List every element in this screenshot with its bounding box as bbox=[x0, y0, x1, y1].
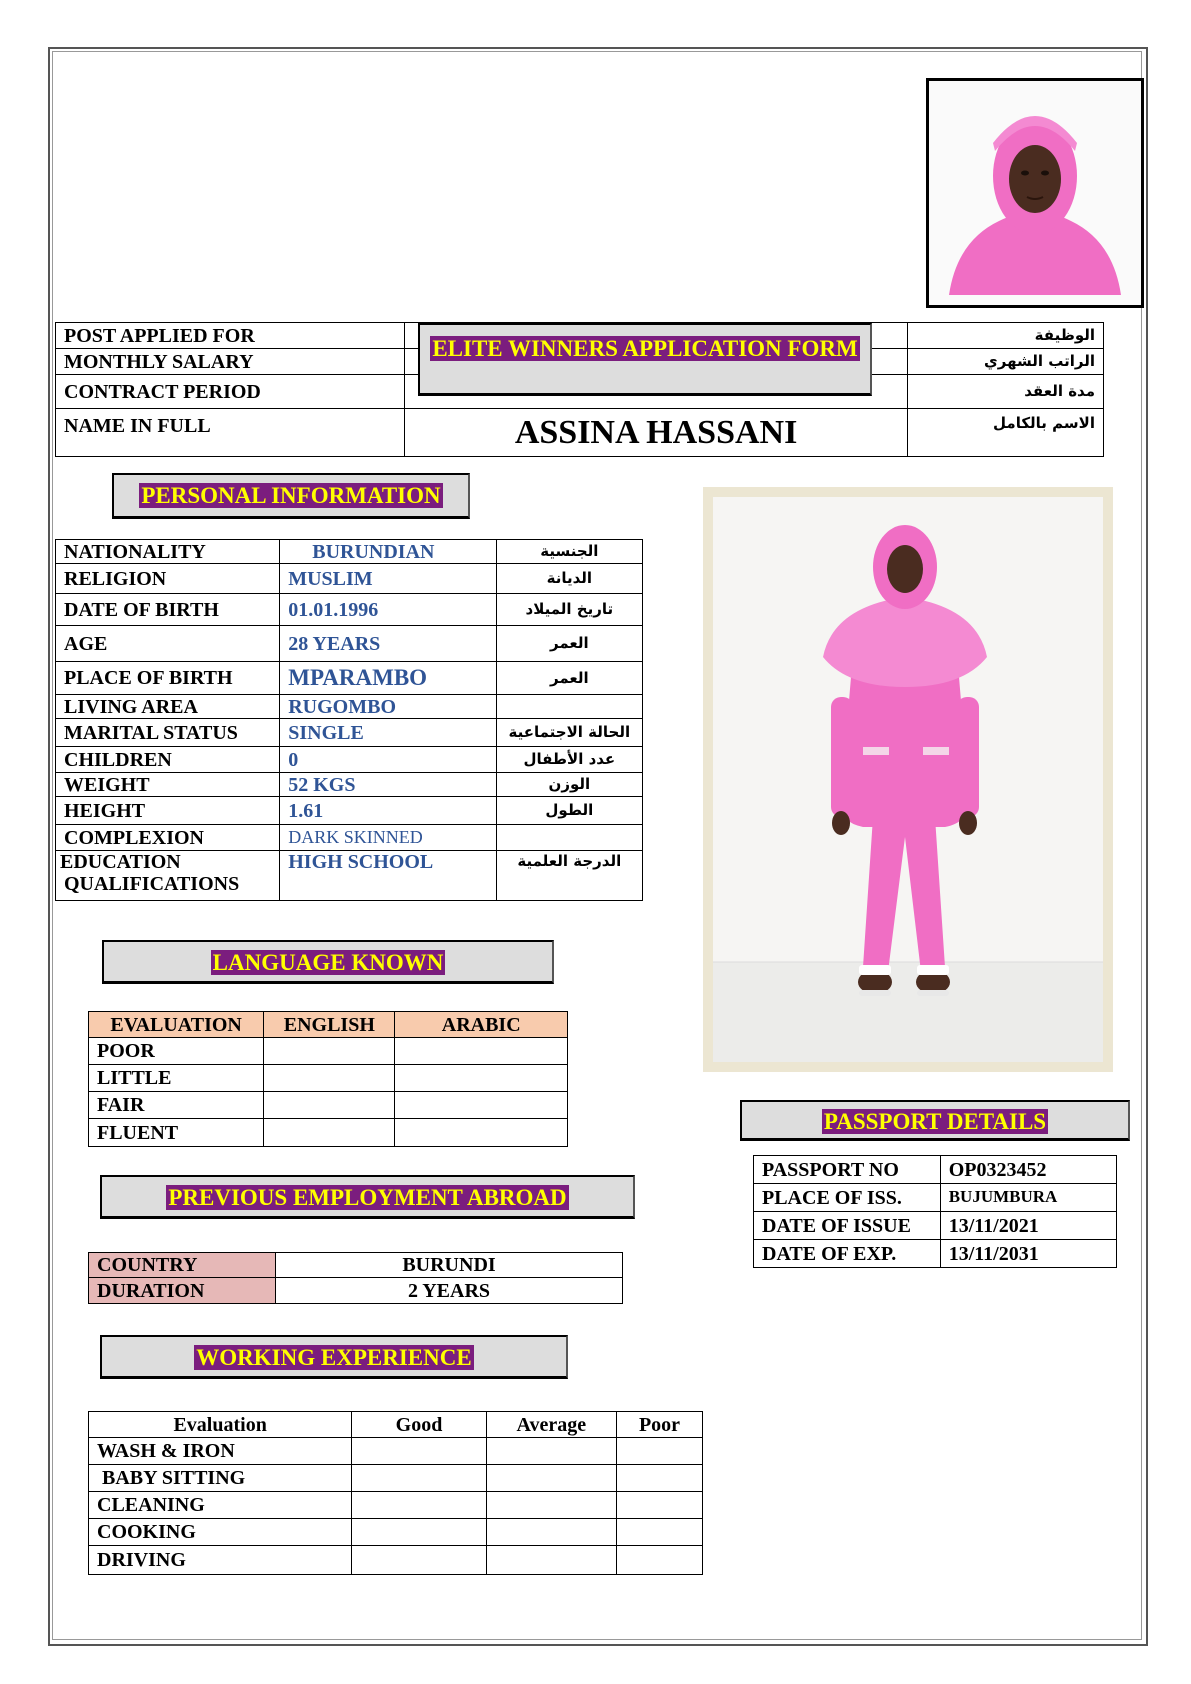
table-row bbox=[89, 1092, 568, 1119]
table-row bbox=[56, 747, 643, 773]
table-row bbox=[89, 1278, 623, 1304]
education-label: EDUCATION bbox=[60, 851, 181, 873]
table-row bbox=[89, 1065, 568, 1092]
table-row bbox=[56, 695, 643, 719]
row-value: OP0323452 bbox=[940, 1156, 1116, 1184]
row-label: DATE OF EXP. bbox=[754, 1240, 941, 1268]
row-value: 01.01.1996 bbox=[280, 594, 496, 626]
passport-heading: PASSPORT DETAILS bbox=[823, 1109, 1047, 1134]
row-arabic: تاريخ الميلاد bbox=[496, 594, 642, 626]
table-row bbox=[56, 797, 643, 825]
label-salary: MONTHLY SALARY bbox=[56, 349, 405, 375]
row-label bbox=[56, 851, 280, 901]
table-row bbox=[56, 662, 643, 695]
table-header-row bbox=[89, 1012, 568, 1038]
col-good: Good bbox=[352, 1412, 486, 1438]
row-label: WEIGHT bbox=[56, 773, 280, 797]
row-label: POOR bbox=[89, 1038, 264, 1065]
table-row bbox=[89, 1438, 703, 1465]
row-arabic: عدد الأطفال bbox=[496, 747, 642, 773]
arabic-contract: مدة العقد bbox=[907, 375, 1103, 409]
table-row bbox=[89, 1492, 703, 1519]
row-value: 13/11/2031 bbox=[940, 1240, 1116, 1268]
personal-heading-box bbox=[112, 473, 470, 519]
table-row bbox=[754, 1212, 1117, 1240]
row-arabic: العمر bbox=[496, 662, 642, 695]
language-heading: LANGUAGE KNOWN bbox=[212, 950, 444, 975]
table-row bbox=[56, 825, 643, 851]
row-label: BABY SITTING bbox=[89, 1465, 352, 1492]
language-heading-box bbox=[102, 940, 554, 984]
portrait-image bbox=[929, 81, 1141, 305]
arabic-salary: الراتب الشهري bbox=[907, 349, 1103, 375]
row-label: DATE OF BIRTH bbox=[56, 594, 280, 626]
row-value: 1.61 bbox=[280, 797, 496, 825]
full-body-photo bbox=[703, 487, 1113, 1072]
row-value: SINGLE bbox=[280, 719, 496, 747]
table-row bbox=[56, 594, 643, 626]
row-value: 28 YEARS bbox=[280, 626, 496, 662]
row-arabic: الحالة الاجتماعية bbox=[496, 719, 642, 747]
table-row bbox=[754, 1156, 1117, 1184]
row-arabic: الجنسية bbox=[496, 540, 642, 564]
full-name: ASSINA HASSANI bbox=[405, 409, 908, 457]
row-arabic: العمر bbox=[496, 626, 642, 662]
table-header-row bbox=[89, 1412, 703, 1438]
table-row bbox=[56, 719, 643, 747]
passport-photo bbox=[926, 78, 1144, 308]
row-value: MUSLIM bbox=[280, 564, 496, 594]
language-table bbox=[88, 1011, 568, 1147]
row-arabic: الديانة bbox=[496, 564, 642, 594]
col-arabic: ARABIC bbox=[395, 1012, 568, 1038]
prev-employment-heading: PREVIOUS EMPLOYMENT ABROAD bbox=[168, 1185, 567, 1210]
personal-heading: PERSONAL INFORMATION bbox=[141, 483, 441, 508]
row-label: DATE OF ISSUE bbox=[754, 1212, 941, 1240]
row-label: HEIGHT bbox=[56, 797, 280, 825]
col-poor: Poor bbox=[617, 1412, 703, 1438]
arabic-name: الاسم بالكامل bbox=[907, 409, 1103, 457]
table-row bbox=[56, 540, 643, 564]
row-value: 13/11/2021 bbox=[940, 1212, 1116, 1240]
table-row bbox=[56, 773, 643, 797]
form-title-box bbox=[418, 323, 872, 396]
table-row bbox=[754, 1240, 1117, 1268]
table-row bbox=[89, 1119, 568, 1147]
working-exp-heading: WORKING EXPERIENCE bbox=[196, 1345, 472, 1370]
row-label: COUNTRY bbox=[89, 1253, 276, 1278]
row-value: DARK SKINNED bbox=[280, 825, 496, 851]
label-post: POST APPLIED FOR bbox=[56, 323, 405, 349]
row-value: 52 KGS bbox=[280, 773, 496, 797]
row-label: PLACE OF BIRTH bbox=[56, 662, 280, 695]
row-arabic bbox=[496, 825, 642, 851]
row-label: LIVING AREA bbox=[56, 695, 280, 719]
row-value: MPARAMBO bbox=[280, 662, 496, 695]
table-row bbox=[89, 1038, 568, 1065]
full-body-image bbox=[713, 497, 1103, 1062]
row-label: LITTLE bbox=[89, 1065, 264, 1092]
row-label: NATIONALITY bbox=[56, 540, 280, 564]
arabic-post: الوظيفة bbox=[907, 323, 1103, 349]
row-arabic bbox=[496, 695, 642, 719]
row-label: COMPLEXION bbox=[56, 825, 280, 851]
row-value: 0 bbox=[280, 747, 496, 773]
prev-employment-table bbox=[88, 1252, 623, 1304]
table-row bbox=[89, 1546, 703, 1575]
row-label: MARITAL STATUS bbox=[56, 719, 280, 747]
row-value: BURUNDI bbox=[276, 1253, 623, 1278]
table-row bbox=[754, 1184, 1117, 1212]
row-label: DURATION bbox=[89, 1278, 276, 1304]
form-title: ELITE WINNERS APPLICATION FORM bbox=[432, 336, 858, 361]
row-arabic: الطول bbox=[496, 797, 642, 825]
row-label: FLUENT bbox=[89, 1119, 264, 1147]
passport-table bbox=[753, 1155, 1117, 1268]
table-row bbox=[56, 851, 643, 901]
row-value: RUGOMBO bbox=[280, 695, 496, 719]
row-value: BURUNDIAN bbox=[280, 540, 496, 564]
row-label: CHILDREN bbox=[56, 747, 280, 773]
row-label: DRIVING bbox=[89, 1546, 352, 1575]
working-exp-heading-box bbox=[100, 1335, 568, 1379]
qualifications-label: QUALIFICATIONS bbox=[64, 873, 240, 895]
prev-employment-heading-box bbox=[100, 1175, 635, 1219]
working-exp-table bbox=[88, 1411, 703, 1575]
table-row bbox=[89, 1465, 703, 1492]
passport-heading-box bbox=[740, 1100, 1130, 1141]
row-label: RELIGION bbox=[56, 564, 280, 594]
row-arabic: الوزن bbox=[496, 773, 642, 797]
row-value: 2 YEARS bbox=[276, 1278, 623, 1304]
col-evaluation: Evaluation bbox=[89, 1412, 352, 1438]
row-label: PLACE OF ISS. bbox=[754, 1184, 941, 1212]
row-label: CLEANING bbox=[89, 1492, 352, 1519]
row-arabic: الدرجة العلمية bbox=[496, 851, 642, 901]
table-row bbox=[89, 1253, 623, 1278]
row-label: COOKING bbox=[89, 1519, 352, 1546]
col-average: Average bbox=[486, 1412, 616, 1438]
label-contract: CONTRACT PERIOD bbox=[56, 375, 405, 409]
personal-info-table bbox=[55, 539, 643, 901]
row-label: PASSPORT NO bbox=[754, 1156, 941, 1184]
table-row bbox=[89, 1519, 703, 1546]
row-label: WASH & IRON bbox=[89, 1438, 352, 1465]
col-english: ENGLISH bbox=[264, 1012, 395, 1038]
col-evaluation: EVALUATION bbox=[89, 1012, 264, 1038]
row-value: HIGH SCHOOL bbox=[280, 851, 496, 901]
row-label: FAIR bbox=[89, 1092, 264, 1119]
row-label: AGE bbox=[56, 626, 280, 662]
row-value: BUJUMBURA bbox=[940, 1184, 1116, 1212]
label-name: NAME IN FULL bbox=[56, 409, 405, 457]
table-row bbox=[56, 564, 643, 594]
table-row bbox=[56, 626, 643, 662]
